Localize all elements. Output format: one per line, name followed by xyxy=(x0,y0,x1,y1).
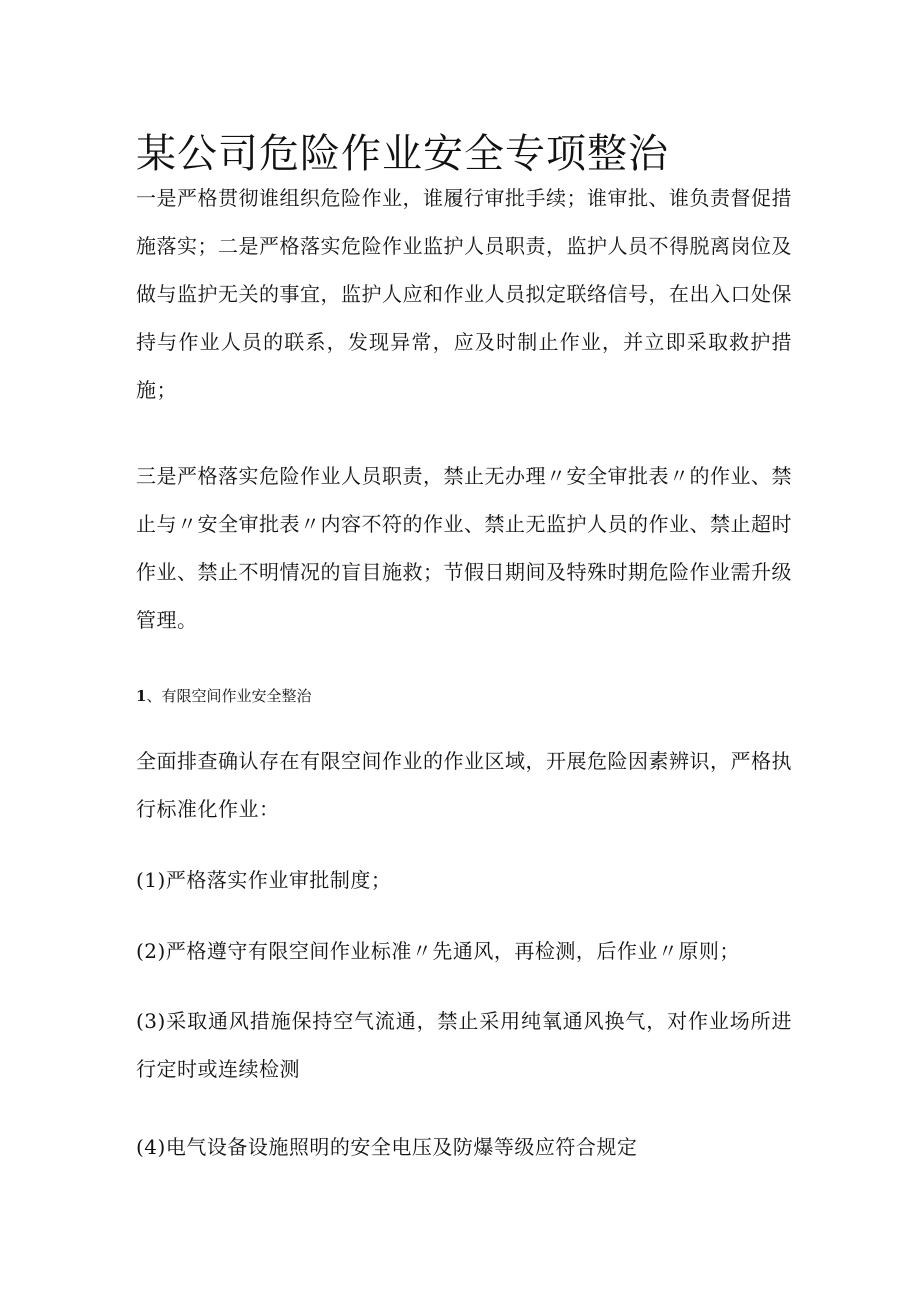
third-paragraph: 三是严格落实危险作业人员职责，禁止无办理〃安全审批表〃的作业、禁止与〃安全审批表〃内容不符的作业、禁止无监护人员的作业、禁止超时作业、禁止不明情况的盲目施救；节假日期间及特殊时期危险作业需升级管理。 xyxy=(136,464,792,632)
section-intro: 全面排查确认存在有限空间作业的作业区域，开展危险因素辨识，严格执行标准化作业： xyxy=(136,749,792,821)
list-item-marker: (3) xyxy=(136,1009,166,1033)
section-title: 、有限空间作业安全整治 xyxy=(146,687,312,705)
list-item xyxy=(136,1123,792,1171)
section-heading xyxy=(136,684,792,708)
intro-paragraph: 一是严格贯彻谁组织危险作业，谁履行审批手续；谁审批、谁负责督促措施落实；二是严格落实危险作业监护人员职责，监护人员不得脱离岗位及做与监护无关的事宜，监护人应和作业人员拟定联络信号，在出入口处保持与作业人员的联系，发现异常，应及时制止作业，并立即采取救护措施； xyxy=(136,186,792,402)
section-number: 1 xyxy=(136,687,147,705)
list-item-text: 严格遵守有限空间作业标准〃先通风，再检测，后作业〃原则； xyxy=(165,939,740,963)
list-item-marker: (1) xyxy=(136,868,166,892)
list-item-marker: (2) xyxy=(136,939,166,963)
list-item xyxy=(136,997,792,1093)
list-item-text: 严格落实作业审批制度； xyxy=(165,868,392,892)
list-item-marker: (4) xyxy=(136,1135,166,1159)
list-item-text: 采取通风措施保持空气流通，禁止采用纯氧通风换气，对作业场所进行定时或连续检测 xyxy=(136,1009,792,1081)
list-item xyxy=(136,856,792,904)
document-title: 某公司危险作业安全专项整治 xyxy=(136,131,669,177)
list-item xyxy=(136,927,792,975)
list-item-text: 电气设备设施照明的安全电压及防爆等级应符合规定 xyxy=(165,1135,638,1159)
